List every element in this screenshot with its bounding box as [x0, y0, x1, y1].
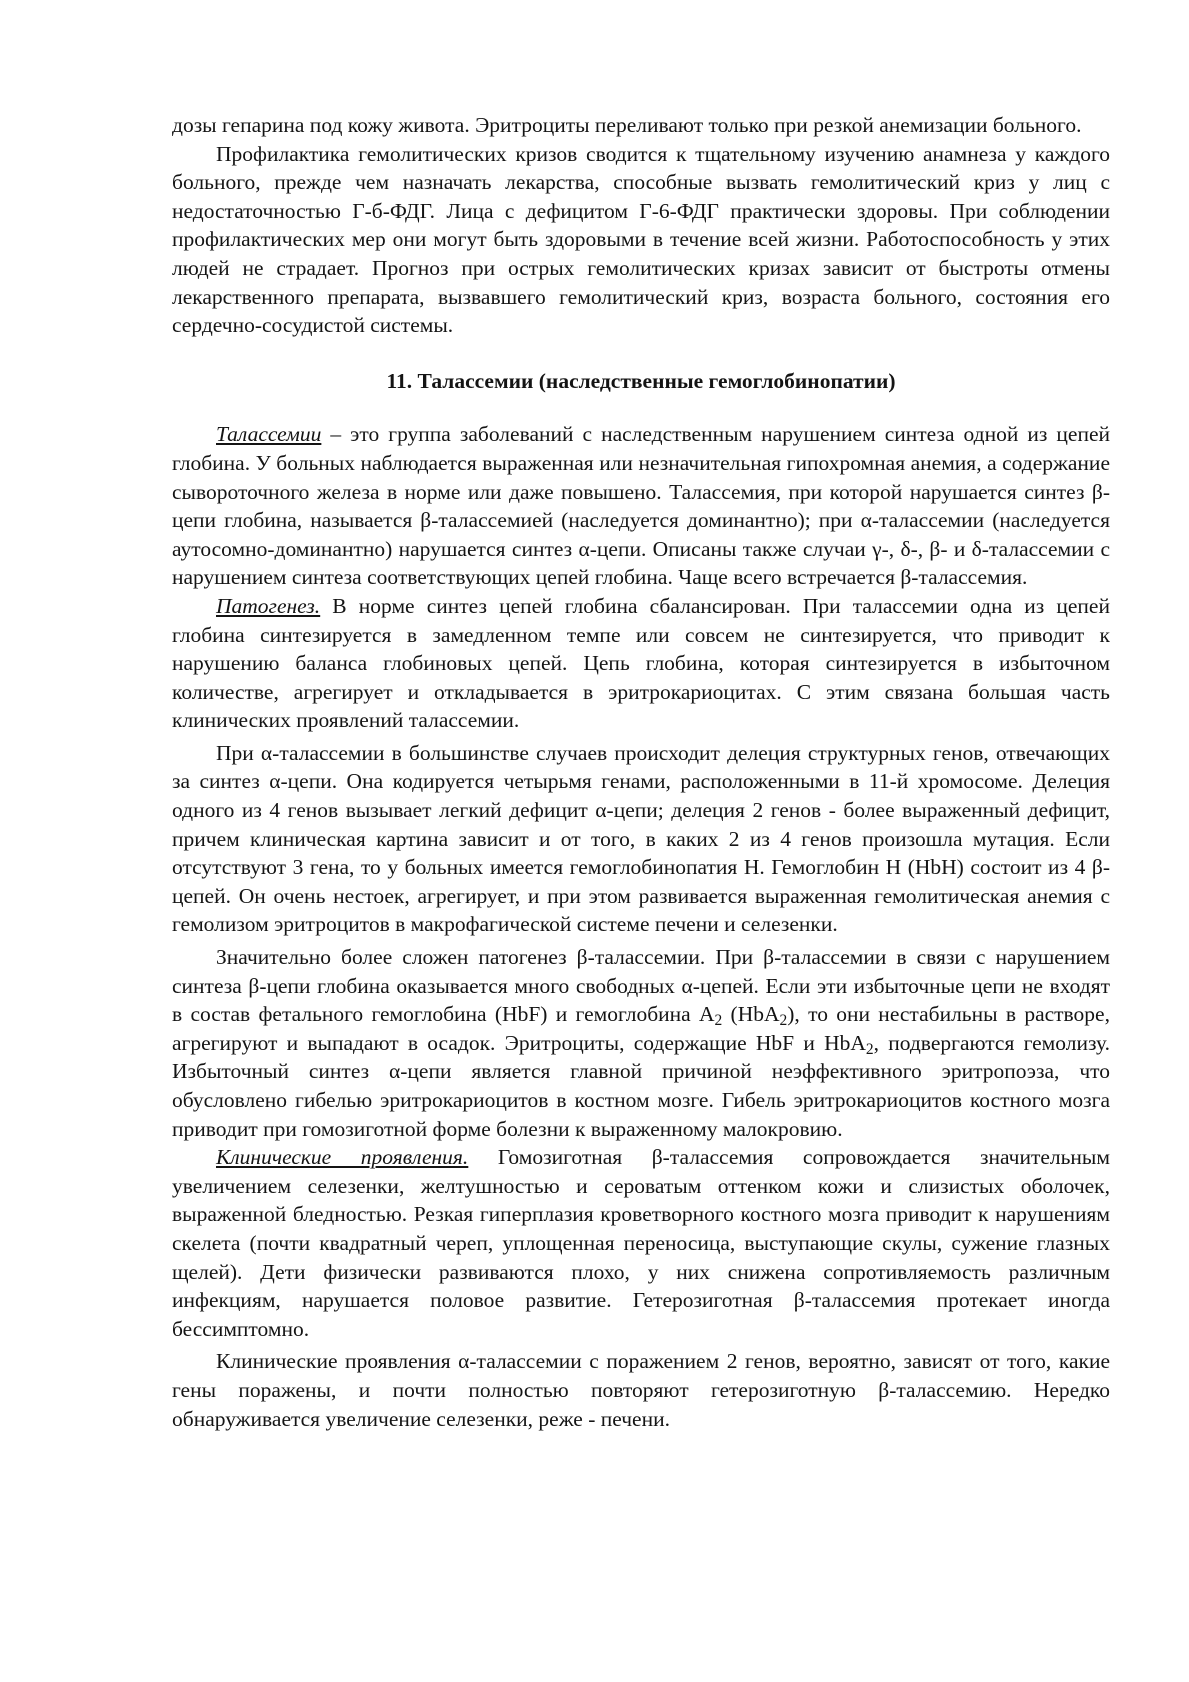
paragraph-definition — [172, 420, 1110, 592]
beta-text-b: (HbA — [722, 1002, 780, 1027]
paragraph-prophylaxis: Профилактика гемолитических кризов сводится к тщательному изучению анамнеза у каждого больного, прежде чем назначать лекарства, способные вызвать гемолитический криз у лиц с недостаточностью Г-б-ФДГ. Лица с дефицитом Г-6-ФДГ практически здоровы. При соблюдении профилактических мер они могут быть здоровыми в течение всей жизни. Работоспособность у этих людей не страдает. Прогноз при острых гемолитических кризах зависит от быстроты отмены лекарственного препарата, вызвавшего гемолитический криз, возраста больного, состояния его сердечно-сосудистой системы. — [172, 141, 1110, 338]
definition-text: – это группа заболеваний с наследственным нарушением синтеза одной из цепей глобина. У больных наблюдается выраженная или незначительная гипохромная анемия, а содержание сывороточного железа в норме или даже повышено. Талассемия, при которой нарушается синтез β-цепи глобина, называется β-талассемией (наследуется доминантно); при α-талассемии (наследуется аутосомно-доминантно) нарушается синтез α-цепи. Описаны также случаи γ-, δ-, β- и δ-талассемии с нарушением синтеза соответствующих цепей глобина. Чаще всего встречается β-талассемия. — [172, 422, 1110, 590]
term-thalassemia: Талассемии — [216, 422, 322, 447]
section-heading: 11. Талассемии (наследственные гемоглобинопатии) — [386, 368, 896, 393]
subscript-2: 2 — [714, 1012, 723, 1030]
paragraph-pathogenesis — [172, 592, 1110, 735]
paragraph-clinical — [172, 1143, 1110, 1343]
beta-text-a: Значительно более сложен патогенез β-талассемии. При β-талассемии в связи с нарушением синтеза β-цепи глобина оказывается много свободных α-цепей. Если эти избыточные цепи не входят в состав фетального гемоглобина (HbF) и гемоглобина A — [172, 945, 1110, 1027]
subscript-2: 2 — [779, 1012, 788, 1030]
subscript-2: 2 — [865, 1040, 874, 1058]
clinical-text: Гомозиготная β-талассемия сопровождается значительным увеличением селезенки, желтушностью и сероватым оттенком кожи и слизистых оболочек, выраженной бледностью. Резкая гиперплазия кроветворного костного мозга приводит к нарушениям скелета (почти квадратный череп, уплощенная переносица, выступающие скулы, сужение глазных щелей). Дети физически развиваются плохо, у них снижена сопротивляемость различным инфекциям, нарушается половое развитие. Гетерозиготная β-талассемия протекает иногда бессимптомно. — [172, 1145, 1110, 1341]
paragraph-alpha-thalassemia: При α-талассемии в большинстве случаев происходит делеция структурных генов, отвечающих за синтез α-цепи. Она кодируется четырьмя генами, расположенными в 11-й хромосоме. Делеция одного из 4 генов вызывает легкий дефицит α-цепи; делеция 2 генов - более выраженный дефицит, причем клиническая картина зависит и от того, в каких 2 из 4 генов произошла мутация. Если отсутствуют 3 гена, то у больных имеется гемоглобинопатия H. Гемоглобин H (HbH) состоит из 4 β-цепей. Он очень нестоек, агрегирует, и при этом развивается выраженная гемолитическая анемия с гемолизом эритроцитов в макрофагической системе печени и селезенки. — [172, 740, 1110, 937]
paragraph-heparin: дозы гепарина под кожу живота. Эритроциты переливают только при резкой анемизации больного. — [172, 113, 1082, 137]
paragraph-beta-thalassemia — [172, 943, 1110, 1143]
pathogenesis-text: В норме синтез цепей глобина сбалансирован. При талассемии одна из цепей глобина синтезируется в замедленном темпе или совсем не синтезируется, что приводит к нарушению баланса глобиновых цепей. Цепь глобина, которая синтезируется в избыточном количестве, агрегирует и откладывается в эритрокариоцитах. С этим связана большая часть клинических проявлений талассемии. — [172, 593, 1110, 733]
beta-text-c: ), то они нестабильны в растворе, агрегируют и выпадают в осадок. Эритроциты, содержащие HbF и HbA — [172, 1002, 1110, 1055]
document-page — [172, 111, 1110, 1433]
term-pathogenesis: Патогенез. — [216, 593, 321, 618]
paragraph-alpha-clinical: Клинические проявления α-талассемии с поражением 2 генов, вероятно, зависят от того, какие гены поражены, и почти полностью повторяют гетерозиготную β-талассемию. Нередко обнаруживается увеличение селезенки, реже - печени. — [172, 1349, 1110, 1431]
beta-text-d: , подвергаются гемолизу. Избыточный синтез α-цепи является главной причиной неэффективного эритропоэза, что обусловлено гибелью эритрокариоцитов в костном мозге. Гибель эритрокариоцитов костного мозга приводит при гомозиготной форме болезни к выраженному малокровию. — [172, 1030, 1110, 1141]
term-clinical: Клинические проявления. — [216, 1145, 469, 1170]
